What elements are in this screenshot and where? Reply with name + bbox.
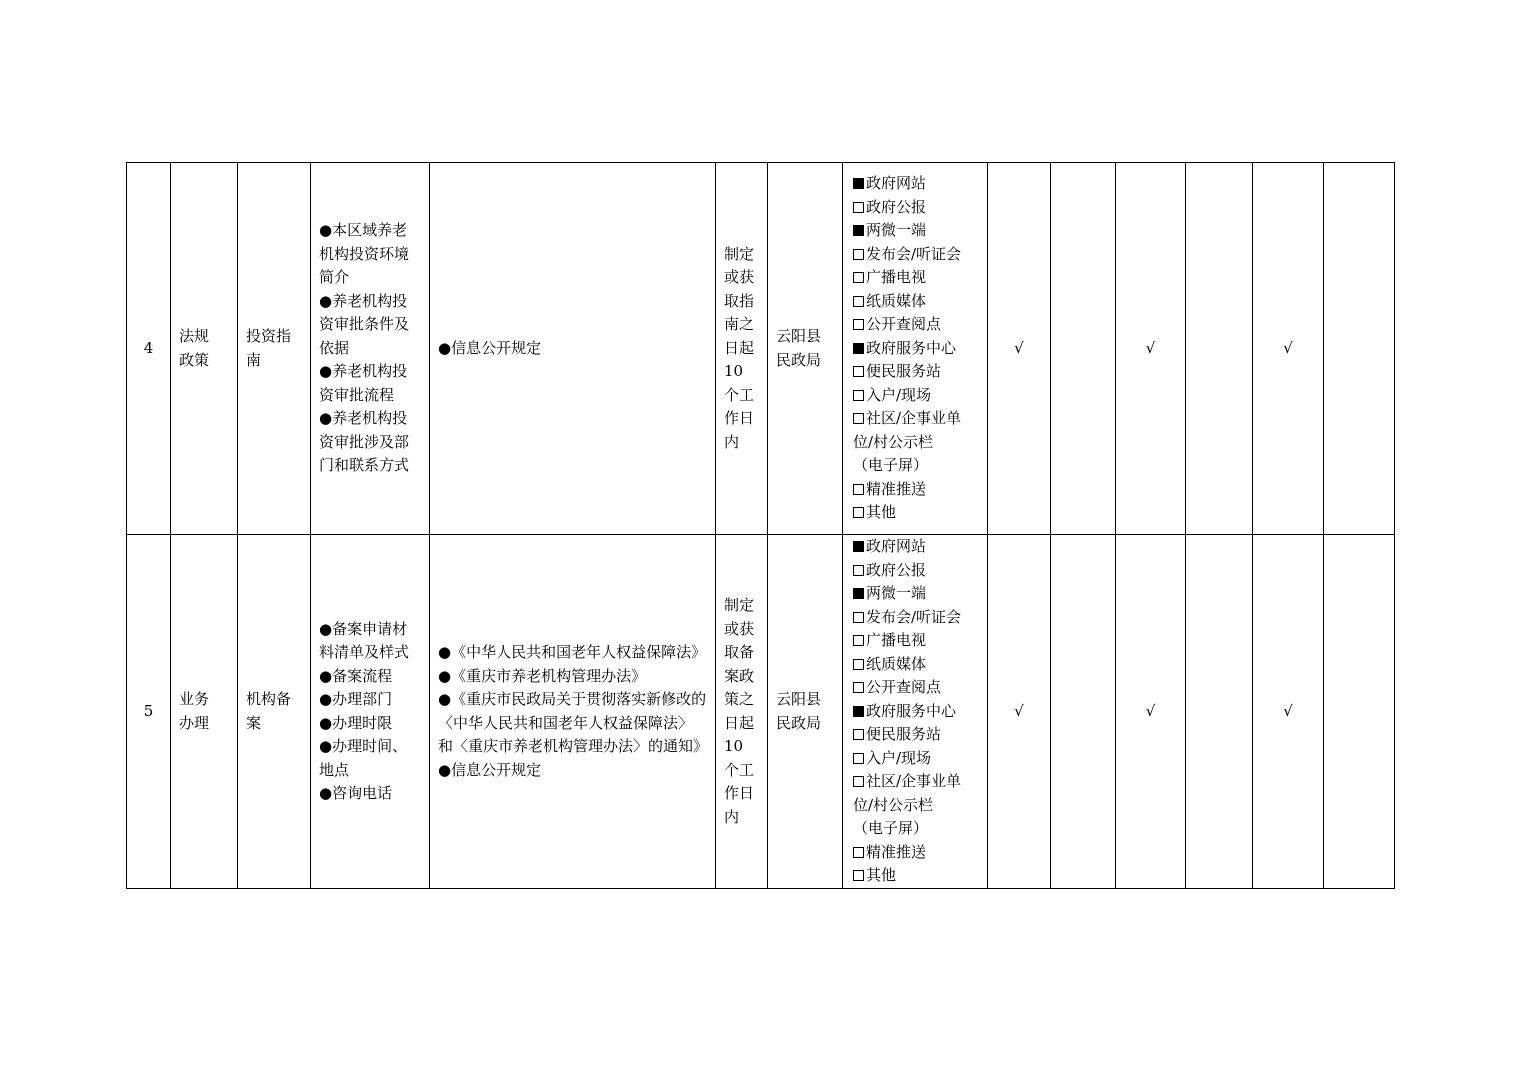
- subject-cell: 云阳县民政局: [768, 163, 843, 535]
- basis-item: ●信息公开规定: [438, 338, 542, 357]
- channel-item: [853, 653, 981, 677]
- mark-cell: √: [1253, 535, 1324, 889]
- channel-label: 纸质媒体: [866, 291, 927, 310]
- checked-box-icon: [853, 225, 864, 236]
- channel-item: [853, 676, 981, 700]
- channel-item: [853, 535, 981, 559]
- channel-item: [853, 219, 981, 243]
- channel-list: [853, 535, 981, 888]
- content-item: ●备案申请材料清单及样式: [319, 619, 410, 661]
- channel-item: [853, 313, 981, 337]
- unchecked-box-icon: [853, 249, 864, 260]
- subject-cell: 云阳县民政局: [768, 535, 843, 889]
- channel-item: [853, 559, 981, 583]
- channel-item: [853, 478, 981, 502]
- basis-item: ●信息公开规定: [438, 760, 542, 779]
- unchecked-box-icon: [853, 319, 864, 330]
- item-cell: 机构备案: [238, 535, 311, 889]
- content-item: ●咨询电话: [319, 784, 393, 802]
- channel-item: [853, 723, 981, 747]
- mark-cell: [1186, 163, 1253, 535]
- channel-label: 广播电视: [866, 631, 927, 650]
- unchecked-box-icon: [853, 390, 864, 401]
- channel-item: [853, 290, 981, 314]
- unchecked-box-icon: [853, 753, 864, 764]
- channel-label: 发布会/听证会: [866, 244, 962, 263]
- channel-item: [853, 266, 981, 290]
- channel-label: 社区/企事业单: [866, 772, 962, 791]
- channel-item: [853, 337, 981, 361]
- channel-label: 纸质媒体: [866, 654, 927, 673]
- channel-item: [853, 360, 981, 384]
- channel-label: 政府服务中心: [866, 701, 957, 720]
- basis-item: ●《重庆市民政局关于贯彻落实新修改的〈中华人民共和国老年人权益保障法〉和〈重庆市养老机构管理办法〉的通知》: [438, 690, 709, 755]
- mark-cell: [1051, 163, 1116, 535]
- channel-label: 政府公报: [866, 197, 927, 216]
- channel-label: 公开查阅点: [866, 315, 942, 334]
- channel-label-continuation: 位/村公示栏: [853, 795, 934, 814]
- unchecked-box-icon: [853, 484, 864, 495]
- mark-cell: √: [988, 535, 1051, 889]
- channel-label: 政府服务中心: [866, 338, 957, 357]
- table-row: [127, 535, 1395, 889]
- unchecked-box-icon: [853, 729, 864, 740]
- checked-box-icon: [853, 343, 864, 354]
- channel-item: [853, 501, 981, 525]
- channel-item: [853, 582, 981, 606]
- unchecked-box-icon: [853, 635, 864, 646]
- row-number: 4: [127, 163, 171, 535]
- channel-item: [853, 384, 981, 408]
- content-item: ●养老机构投资审批流程: [319, 362, 408, 404]
- channel-label: 两微一端: [866, 584, 927, 603]
- channel-label: 社区/企事业单: [866, 409, 962, 428]
- content-item: ●养老机构投资审批涉及部门和联系方式: [319, 409, 410, 475]
- channel-label: 两微一端: [866, 221, 927, 240]
- channel-label: 便民服务站: [866, 362, 942, 381]
- mark-cell: [1324, 535, 1395, 889]
- checked-box-icon: [853, 706, 864, 717]
- row-number: 5: [127, 535, 171, 889]
- content-item: ●备案流程: [319, 666, 393, 685]
- unchecked-box-icon: [853, 272, 864, 283]
- unchecked-box-icon: [853, 776, 864, 787]
- unchecked-box-icon: [853, 565, 864, 576]
- channel-label: 便民服务站: [866, 725, 942, 744]
- channel-label: 广播电视: [866, 268, 927, 287]
- unchecked-box-icon: [853, 202, 864, 213]
- mark-cell: [1051, 535, 1116, 889]
- channel-item: [853, 700, 981, 724]
- channel-label: 入户/现场: [866, 748, 932, 767]
- content-item: ●本区域养老机构投资环境简介: [319, 221, 410, 287]
- channel-label: 公开查阅点: [866, 678, 942, 697]
- channel-label: 精准推送: [866, 479, 927, 498]
- disclosure-table: [126, 162, 1395, 889]
- content-item: ●办理部门: [319, 690, 393, 708]
- content-item: ●办理时限: [319, 713, 393, 732]
- mark-cell: √: [988, 163, 1051, 535]
- channel-item: [853, 629, 981, 653]
- time-limit-cell: 制定或获取指南之日起10个工作日内: [716, 163, 768, 535]
- basis-cell: [430, 535, 716, 889]
- category-cell: 法规政策: [171, 163, 238, 535]
- mark-cell: [1324, 163, 1395, 535]
- channel-item: [853, 172, 981, 196]
- channel-label: 其他: [866, 503, 897, 522]
- unchecked-box-icon: [853, 612, 864, 623]
- basis-item: ●《中华人民共和国老年人权益保障法》: [438, 643, 707, 661]
- unchecked-box-icon: [853, 659, 864, 670]
- channel-label: 其他: [866, 866, 897, 885]
- channel-label: 政府网站: [866, 537, 927, 556]
- category-cell: 业务办理: [171, 535, 238, 889]
- mark-cell: √: [1116, 535, 1186, 889]
- content-item: ●养老机构投资审批条件及依据: [319, 291, 410, 357]
- mark-cell: √: [1116, 163, 1186, 535]
- unchecked-box-icon: [853, 413, 864, 424]
- channel-label: 政府公报: [866, 560, 927, 579]
- unchecked-box-icon: [853, 847, 864, 858]
- channel-label: 精准推送: [866, 842, 927, 861]
- unchecked-box-icon: [853, 296, 864, 307]
- channel-label-continuation: （电子屏）: [853, 819, 929, 838]
- channel-label-continuation: （电子屏）: [853, 456, 929, 475]
- channel-item: [853, 864, 981, 888]
- channel-label: 政府网站: [866, 174, 927, 193]
- unchecked-box-icon: [853, 870, 864, 881]
- channel-item: [853, 747, 981, 771]
- checked-box-icon: [853, 588, 864, 599]
- unchecked-box-icon: [853, 507, 864, 518]
- unchecked-box-icon: [853, 682, 864, 693]
- channel-label: 入户/现场: [866, 385, 932, 404]
- unchecked-box-icon: [853, 366, 864, 377]
- channels-cell: [843, 535, 988, 889]
- channels-cell: [843, 163, 988, 535]
- basis-cell: [430, 163, 716, 535]
- content-cell: [311, 535, 430, 889]
- checked-box-icon: [853, 541, 864, 552]
- channel-item: [853, 841, 981, 865]
- channel-item: [853, 243, 981, 267]
- basis-item: ●《重庆市养老机构管理办法》: [438, 666, 647, 685]
- channel-item: [853, 407, 981, 431]
- channel-item: [853, 196, 981, 220]
- checked-box-icon: [853, 178, 864, 189]
- channel-label: 发布会/听证会: [866, 607, 962, 626]
- channel-item: [853, 770, 981, 794]
- mark-cell: √: [1253, 163, 1324, 535]
- channel-label-continuation: 位/村公示栏: [853, 432, 934, 451]
- channel-list: [853, 172, 981, 525]
- item-cell: 投资指南: [238, 163, 311, 535]
- table-row: [127, 163, 1395, 535]
- time-limit-cell: 制定或获取备案政策之日起10个工作日内: [716, 535, 768, 889]
- channel-item: [853, 606, 981, 630]
- mark-cell: [1186, 535, 1253, 889]
- content-item: ●办理时间、地点: [319, 737, 408, 779]
- content-cell: [311, 163, 430, 535]
